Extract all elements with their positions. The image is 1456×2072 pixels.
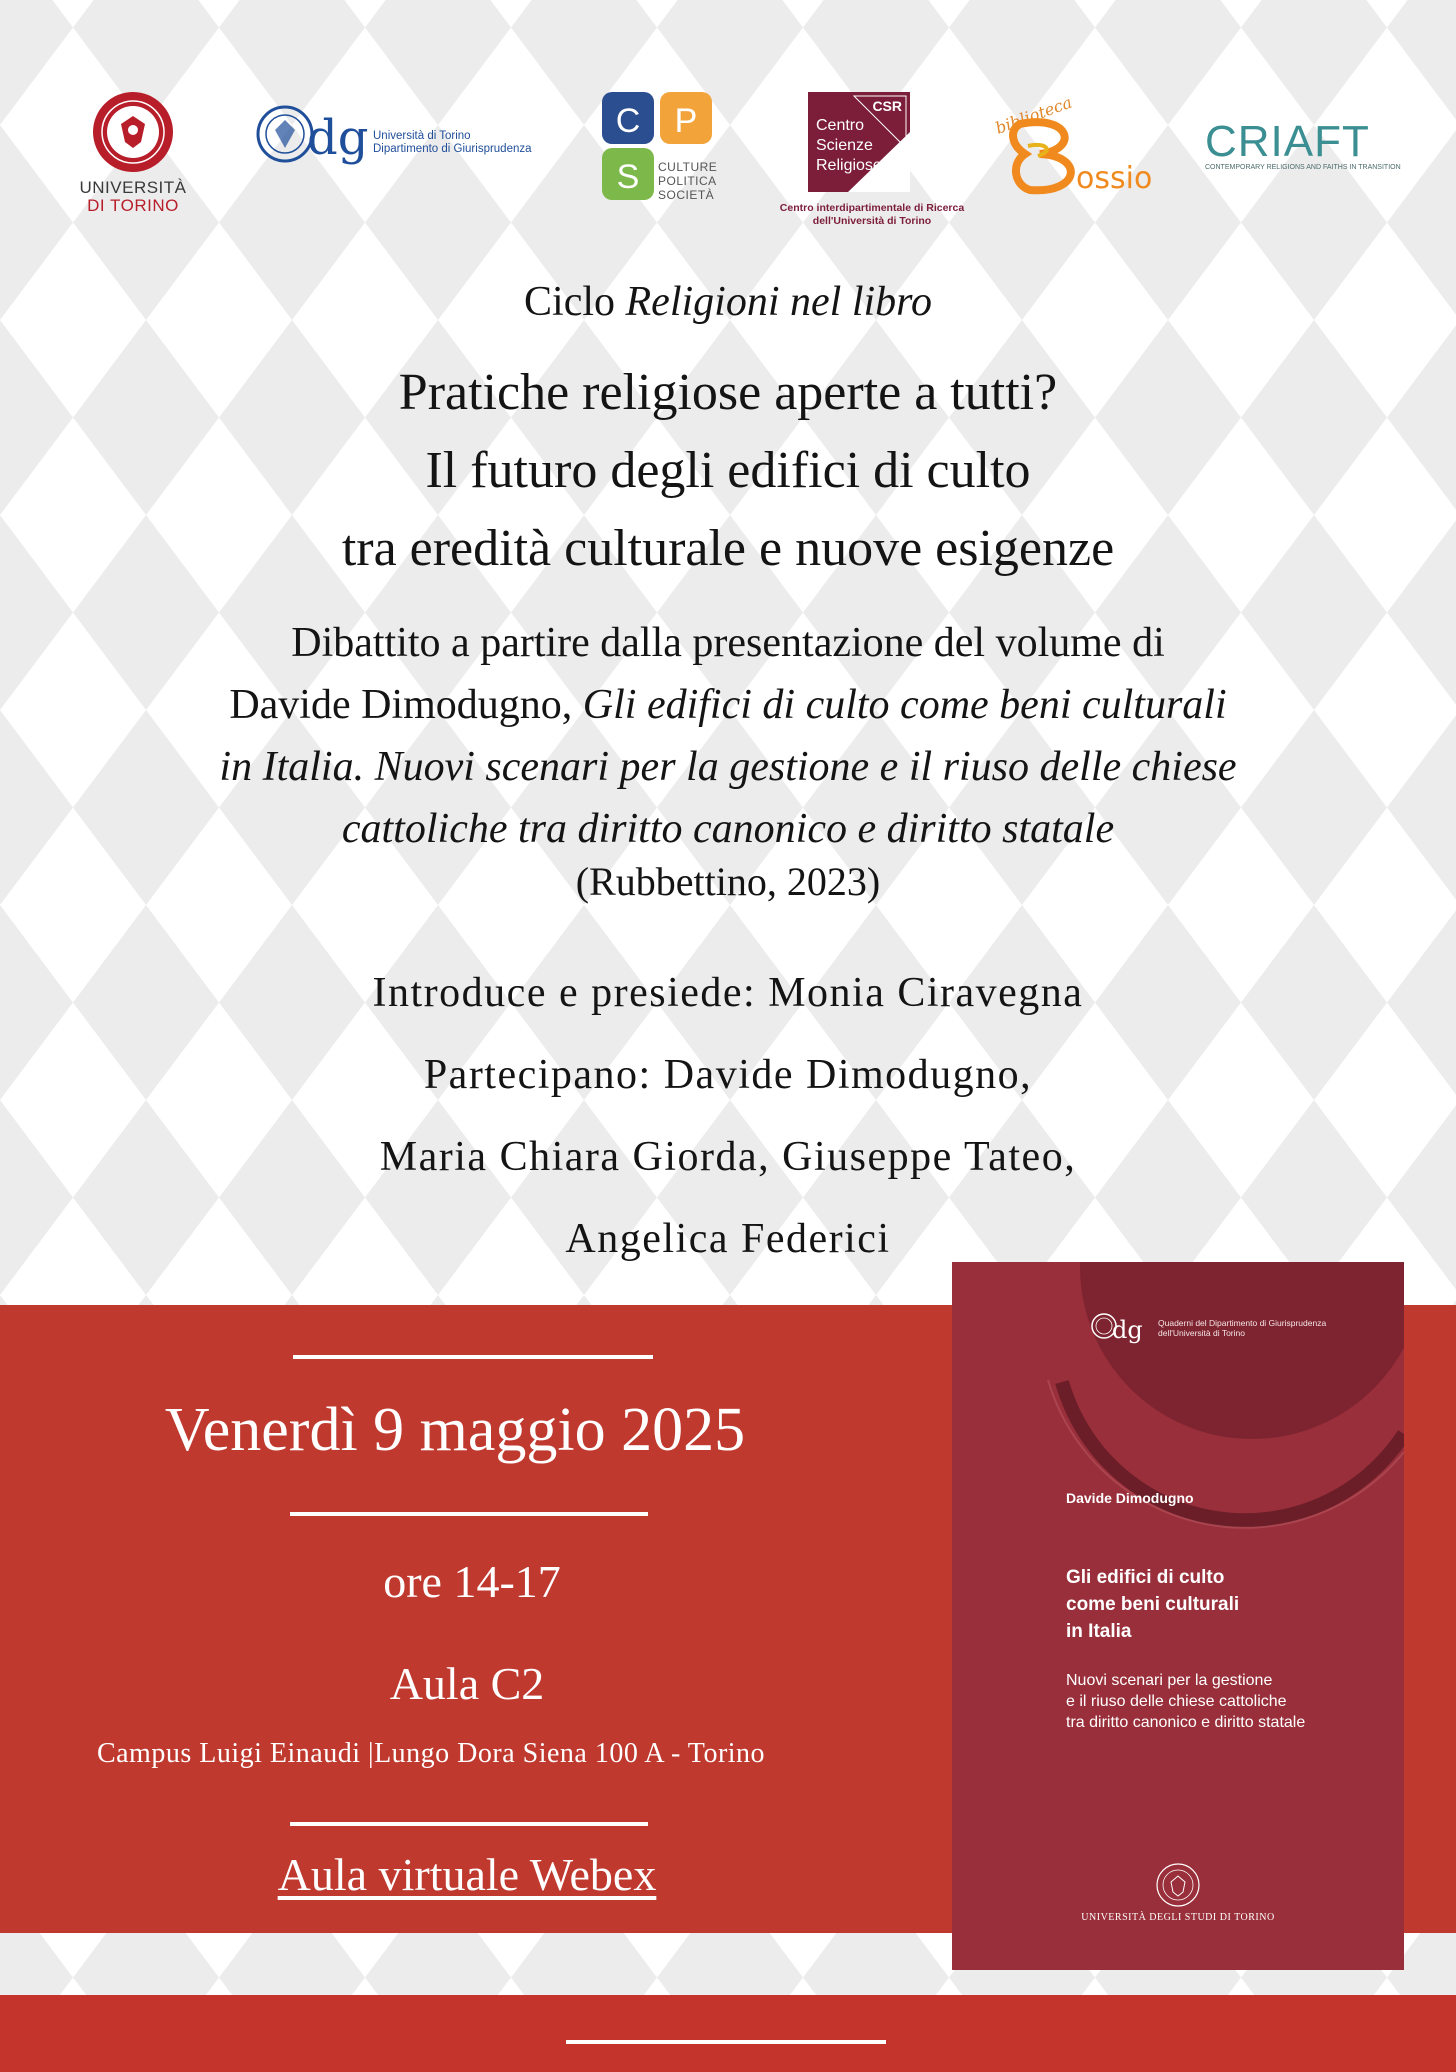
book-title-line2: come beni culturali [1066, 1594, 1240, 1615]
speakers-list [0, 952, 1456, 1280]
svg-text:ossio: ossio [1076, 161, 1153, 196]
event-time: ore 14-17 [383, 1556, 561, 1607]
book-university-seal-icon [1155, 1862, 1201, 1908]
book-subtitle [1066, 1670, 1305, 1733]
series-title [0, 278, 1456, 326]
cps-line3: SOCIETÀ [658, 188, 715, 202]
book-title [1066, 1564, 1239, 1645]
description-book-title-2: in Italia. Nuovi scenari per la gestione e il riuso delle chiese [219, 744, 1237, 790]
csr-line2: Scienze [816, 137, 873, 154]
book-dg-mark-icon [1090, 1306, 1150, 1346]
book-series [1158, 1318, 1326, 1338]
book-series-line1: Quaderni del Dipartimento di Giurisprudenza [1158, 1318, 1327, 1328]
speakers-intro: Introduce e presiede: Monia Ciravegna [372, 970, 1084, 1016]
svg-text:dg: dg [1112, 1316, 1143, 1344]
dg-logo [255, 92, 555, 172]
cps-line1: CULTURE [658, 160, 718, 174]
svg-text:dg: dg [307, 110, 369, 166]
book-cover [952, 1262, 1404, 1970]
csr-sub1: Centro interdipartimentale di Ricerca [779, 202, 965, 214]
event-address: Campus Luigi Einaudi |Lungo Dora Siena 100 A - Torino [96, 1738, 766, 1769]
bossio-wordmark-icon [990, 94, 1175, 204]
book-series-line2: dell'Università di Torino [1158, 1328, 1245, 1338]
svg-text:biblioteca: biblioteca [992, 94, 1075, 138]
event-title [0, 354, 1456, 588]
unito-line1: UNIVERSITÀ [79, 178, 187, 197]
description-author: Davide Dimodugno, [229, 682, 583, 728]
cps-logo [600, 90, 720, 208]
description-book-title-3: cattoliche tra diritto canonico e diritto statale [341, 806, 1115, 852]
description-book-title-1: Gli edifici di culto come beni culturali [582, 682, 1227, 728]
webex-link[interactable]: Aula virtuale Webex [277, 1849, 657, 1900]
speakers-line4: Angelica Federici [565, 1216, 891, 1262]
book-title-line3: in Italia [1066, 1621, 1132, 1642]
unito-line2: DI TORINO [87, 196, 179, 215]
unito-logo [78, 90, 188, 220]
dg-line1: Università di Torino [373, 130, 471, 142]
svg-text:C: C [615, 102, 641, 140]
divider-before-webex [290, 1822, 648, 1826]
book-subtitle-line1: Nuovi scenari per la gestione [1066, 1672, 1273, 1689]
divider-after-date [290, 1512, 648, 1516]
book-university: UNIVERSITÀ DEGLI STUDI DI TORINO [1081, 1912, 1275, 1923]
book-subtitle-line2: e il riuso delle chiese cattoliche [1066, 1693, 1287, 1710]
event-title-line3: tra eredità culturale e nuove esigenze [341, 520, 1115, 577]
csr-line3: Religiose [816, 157, 882, 174]
speakers-line3: Maria Chiara Giorda, Giuseppe Tateo, [379, 1134, 1077, 1180]
unito-seal-icon [91, 90, 175, 174]
dg-line2: Dipartimento di Giurisprudenza [373, 143, 532, 155]
event-title-line2: Il futuro degli edifici di culto [425, 442, 1031, 499]
criaft-logo [1205, 117, 1401, 180]
description-line1: Dibattito a partire dalla presentazione del volume di [291, 620, 1165, 666]
csr-box [808, 92, 910, 192]
series-name: Religioni nel libro [625, 279, 932, 325]
csr-line1: Centro [816, 117, 865, 134]
event-date: Venerdì 9 maggio 2025 [164, 1396, 746, 1464]
cps-line2: POLITICA [658, 174, 717, 188]
csr-sub2: dell'Università di Torino [812, 215, 932, 227]
csr-logo [752, 92, 992, 232]
series-prefix: Ciclo [524, 279, 626, 325]
svg-text:S: S [616, 158, 640, 196]
book-subtitle-line3: tra diritto canonico e diritto statale [1066, 1714, 1306, 1731]
event-room: Aula C2 [389, 1658, 545, 1709]
divider-top [293, 1355, 653, 1359]
footer-divider [566, 2040, 886, 2044]
criaft-tagline: CONTEMPORARY RELIGIONS AND FAITHS IN TRANSITION [1205, 164, 1401, 171]
svg-text:P: P [674, 102, 698, 140]
criaft-name: CRIAFT [1205, 117, 1370, 166]
footer-band [0, 1995, 1456, 2072]
publisher-line: (Rubbettino, 2023) [575, 859, 881, 904]
csr-abbr: CSR [872, 98, 902, 114]
speakers-partecipano: Partecipano: Davide Dimodugno, [423, 1052, 1033, 1098]
book-author: Davide Dimodugno [1066, 1490, 1194, 1506]
bossio-logo [990, 94, 1175, 204]
event-description [0, 612, 1456, 860]
dg-mark-icon [255, 92, 373, 172]
book-title-line1: Gli edifici di culto [1066, 1567, 1225, 1588]
partner-logos-row [0, 80, 1456, 240]
event-title-line1: Pratiche religiose aperte a tutti? [398, 364, 1058, 421]
